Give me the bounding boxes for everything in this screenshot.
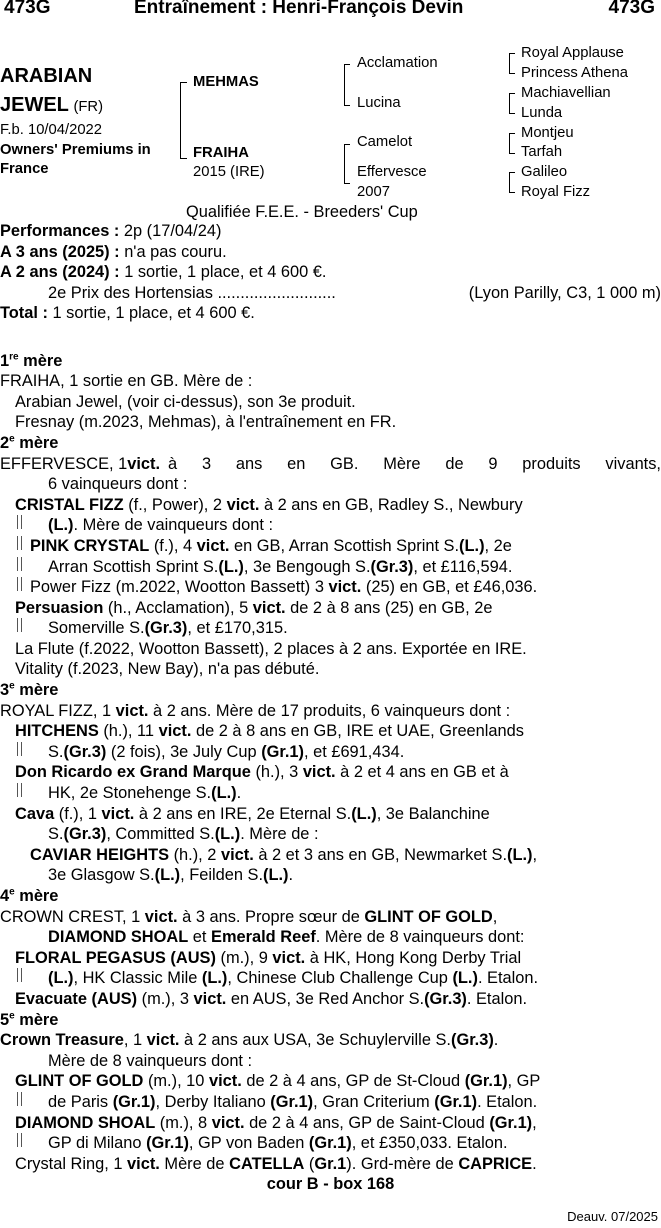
vertical-rule [17,968,22,982]
t: ( [304,1154,315,1173]
horse-name-line2: JEWEL [0,94,69,116]
t: CROWN CREST, 1 [0,907,145,926]
t: Somerville S. [48,619,145,638]
t: Mère de [159,1154,230,1173]
vertical-rule [17,515,22,529]
t: Gr.1 [314,1154,347,1173]
sec-sup: e [9,886,15,898]
t: (f., Power), 2 [123,495,227,514]
t: à HK, Hong Kong Derby Trial [305,948,522,967]
t: (m.), 8 [155,1113,212,1132]
section-title-dam5 [0,1010,661,1031]
dam1-line2: Arabian Jewel, (voir ci-dessus), son 3e produit. [15,392,356,411]
race-line [0,283,661,304]
t: (L.) [214,825,241,844]
t: , [532,1113,537,1132]
horse-name-line2-wrap [0,95,103,118]
total-label: Total : [0,304,48,323]
t: (h.), 3 [250,763,303,782]
sec-num: 4 [0,887,10,905]
t: vict. [158,722,192,741]
t: (L.) [351,804,377,823]
dam2-child3: La Flute (f.2022, Wootton Bassett), 2 places à 2 ans. Exportée en IRE. [15,639,527,658]
t: Crystal Ring, 1 [15,1154,128,1173]
t: (Gr.3) [370,557,414,576]
pedigree-ss: Acclamation [357,55,438,71]
pedigree-ddd: Royal Fizz [521,184,591,200]
t: vict. [127,1154,160,1173]
t: , GP von Baden [188,1134,309,1153]
sec-rest: mère [14,433,59,452]
pedigree-bracket-dam [344,144,350,184]
vertical-rule [17,577,22,591]
t: vict. [226,495,260,514]
t: en AUS, 3e Red Anchor S. [226,989,425,1008]
t: GLINT OF GOLD [15,1072,144,1091]
t: Arran Scottish Sprint S. [48,557,219,576]
horse-name-line1: ARABIAN [0,65,93,87]
t: ). Grd-mère de [346,1154,459,1173]
sec-rest: mère [14,887,59,905]
pedigree-ds: Camelot [357,134,413,150]
t: Don Ricardo ex Grand Marque [15,763,251,782]
year2-value: 1 sortie, 1 place, et 4 600 €. [119,263,327,282]
t: , 1 [123,1031,147,1050]
pedigree-bracket-3b [509,93,515,114]
t: CATELLA [229,1154,305,1173]
t: à 2 ans aux USA, 3e Schuylerville S. [179,1031,451,1050]
t: (Gr.1) [464,1072,508,1091]
sec-sup: e [9,1010,15,1022]
owner-line2: France [0,161,49,177]
race-details: (Lyon Parilly, C3, 1 000 m) [468,283,661,302]
t: (L.) [459,536,485,555]
t: (h.), 2 [169,845,221,864]
t: ROYAL FIZZ, 1 [0,701,116,720]
dam3-child1-b [0,742,661,763]
t: (L.) [211,784,237,803]
sec-rest: mère [14,681,59,700]
t: , GP [507,1072,541,1091]
t: , 2e [484,536,512,555]
lot-number-left: 473G [4,0,51,18]
section-title-dam2 [0,433,661,454]
t: Evacuate (AUS) [15,989,138,1008]
t: , et £116,594. [413,557,513,576]
owner-line1: Owners' Premiums in [0,142,151,158]
sec-num: 5 [0,1010,10,1029]
dam2-grandchild1-a [0,536,661,557]
t: . Etalon. [477,969,539,988]
pedigree-dsd: Tarfah [521,144,563,160]
t: (m.), 9 [215,948,273,967]
pedigree-bracket-sire [344,64,350,106]
t: Persuasion [15,598,104,617]
pedigree-bracket-3d [509,172,515,193]
dam3-grandchild1-b [0,865,661,886]
year2-label: A 2 ans (2024) : [0,263,120,282]
horse-country: (FR) [73,99,104,115]
t: (L.) [263,866,289,885]
t: (m.), 3 [137,989,194,1008]
race-name: 2e Prix des Hortensias .......................... [48,283,336,302]
t: , Derby Italiano [155,1092,271,1111]
dam2-child2-b [0,618,661,639]
year3-line [0,242,661,263]
dam2-line2: 6 vainqueurs dont : [48,475,188,494]
t: , et £350,033. Etalon. [351,1134,508,1153]
t: (Gr.3) [450,1031,494,1050]
trainer-title: Entraînement : Henri-François Devin [134,0,464,18]
t: (h.), 11 [98,722,159,741]
section-title-dam4 [0,886,661,907]
t: , [492,907,498,926]
t: (f.), 1 [54,804,102,823]
dam3-line1 [0,701,661,722]
dam2-child4: Vitality (f.2023, New Bay), n'a pas débuté. [15,660,320,679]
t: , Gran Criterium [313,1092,435,1111]
dam4-child2 [0,989,661,1010]
dam3-child2-b [0,783,661,804]
sec-rest: mère [18,351,63,370]
t: de 2 à 4 ans, GP de Saint-Cloud [244,1113,490,1132]
t: de 2 à 8 ans (25) en GB, 2e [285,598,493,617]
t: GLINT OF GOLD [364,907,493,926]
pedigree-sss: Royal Applause [521,45,624,61]
t: vict. [196,536,230,555]
pedigree-bracket-3c [509,133,515,154]
dam5-child1-b [0,1092,661,1113]
t: . [493,1031,499,1050]
dam2-grandchild2 [0,577,661,598]
t: de Paris [48,1092,113,1111]
t: de 2 à 4 ans, GP de St-Cloud [241,1072,465,1091]
pedigree-sdd: Lunda [521,105,563,121]
t: Crown Treasure [0,1031,124,1050]
year2-line [0,262,661,283]
pedigree-bracket-3a [509,53,515,74]
t: (Gr.3) [144,619,188,638]
t: DIAMOND SHOAL [15,1113,156,1132]
t: (Gr.1) [270,1092,314,1111]
t: à 3 ans en GB. Mère de 9 produits vivants, [168,454,661,473]
t: . Etalon. [477,1092,538,1111]
performances-value: 2p (17/04/24) [119,222,222,240]
vertical-rule [17,783,22,797]
t: . Etalon. [466,989,528,1008]
vertical-rule [17,557,22,571]
t: HK, 2e Stonehenge S. [48,784,212,803]
section-title-dam3 [0,680,661,701]
t: (Gr.1) [146,1134,189,1153]
t: DIAMOND SHOAL [48,928,189,947]
performances-label: Performances : [0,222,120,240]
spacer [0,324,661,345]
t: . Mère de vainqueurs dont : [73,516,274,535]
t: , 3e Balanchine [376,804,490,823]
t: (Gr.1) [434,1092,478,1111]
pedigree-dam-info: 2015 (IRE) [193,164,265,180]
t: , [532,845,538,864]
t: vict. [211,1113,245,1132]
t: (Gr.1) [261,742,304,761]
t: (L.) [154,866,181,885]
t: (Gr.3) [63,742,107,761]
total-value: 1 sortie, 1 place, et 4 600 €. [47,304,255,323]
footer-code: Deauv. 07/2025 [567,1209,658,1224]
t: . [288,866,294,885]
total-line [0,303,661,324]
t: , et £170,315. [187,619,288,638]
t: vict. [272,948,306,967]
performances-line [0,221,661,242]
t: (L.) [452,969,478,988]
t: CAPRICE [458,1154,533,1173]
dam3-child3-a [0,804,661,825]
pedigree-dd: Effervesce [357,164,427,180]
vertical-rule [17,536,22,550]
t: S. [48,742,64,761]
section-title-dam1 [0,351,661,372]
t: et [188,928,212,947]
dam5-child2-a [0,1113,661,1134]
location: cour B - box 168 [266,1175,395,1194]
qualification: Qualifiée F.E.E. - Breeders' Cup [186,203,418,221]
t: FLORAL PEGASUS (AUS) [15,948,216,967]
t: (Gr.1) [489,1113,533,1132]
t: vict. [115,701,149,720]
t: , Chinese Club Challenge Cup [227,969,453,988]
t: 3e Glasgow S. [48,866,155,885]
t: à 2 et 4 ans en GB et à [335,763,509,782]
t: vict. [193,989,227,1008]
t: , Committed S. [106,825,215,844]
t: . Mère de 8 vainqueurs dont: [315,928,525,947]
dam5-line1 [0,1030,661,1051]
t: vict. [127,454,161,473]
t: vict. [146,1031,180,1050]
t: PINK CRYSTAL [30,536,150,555]
dam2-child1-a [0,495,661,516]
t: (L.) [48,516,74,535]
t: Power Fizz (m.2022, Wootton Bassett) 3 [30,578,329,597]
t: CAVIAR HEIGHTS [30,845,170,864]
t: (Gr.3) [63,825,107,844]
dam1-line3: Fresnay (m.2023, Mehmas), à l'entraînement en FR. [15,413,397,432]
t: Cava [15,804,55,823]
dam2-child2-a [0,598,661,619]
t: , et £691,434. [304,742,405,761]
t: HITCHENS [15,722,99,741]
t: vict. [144,907,178,926]
dam3-child3-b [0,824,661,845]
pedigree-ssd: Princess Athena [521,65,628,81]
dam5-child2-b [0,1133,661,1154]
t: . [236,784,242,803]
sec-sup: re [9,351,19,363]
t: à 2 et 3 ans en GB, Newmarket S. [253,845,508,864]
dam1-line1: FRAIHA, 1 sortie en GB. Mère de : [0,372,253,391]
year3-label: A 3 ans (2025) : [0,242,120,261]
t: (Gr.1) [112,1092,156,1111]
pedigree-sire: MEHMAS [193,74,259,90]
t: Emerald Reef [211,928,316,947]
sec-sup: e [9,433,15,445]
t: vict. [220,845,254,864]
dam3-child1-a [0,721,661,742]
t: (L.) [48,969,74,988]
vertical-rule [17,618,22,632]
t: GP di Milano [48,1134,147,1153]
catalogue-body [0,221,661,1195]
t: EFFERVESCE, 1 [0,454,128,473]
pedigree-dd-year: 2007 [357,184,390,200]
dam3-child2-a [0,762,661,783]
dam2-child1-b [0,515,661,536]
pedigree-dds: Galileo [521,164,568,180]
t: vict. [302,763,336,782]
pedigree-bracket-gen1 [180,82,187,159]
sec-num: 2 [0,433,10,452]
dam3-grandchild1-a [0,845,661,866]
vertical-rule [17,1133,22,1147]
t: vict. [328,578,362,597]
dam5-line2: Mère de 8 vainqueurs dont : [48,1051,253,1070]
t: (L.) [507,845,533,864]
t: (25) en GB, et £46,036. [361,578,538,597]
sec-num: 1 [0,351,10,370]
sec-sup: e [9,680,15,692]
sec-rest: mère [14,1010,59,1029]
pedigree-dam: FRAIHA [193,145,249,161]
t: , HK Classic Mile [73,969,202,988]
pedigree-sds: Machiavellian [521,85,611,101]
t: (h., Acclamation), 5 [103,598,253,617]
horse-info: F.b. 10/04/2022 [0,122,103,138]
dam4-child1-a [0,948,661,969]
t: . Mère de : [240,825,319,844]
t: , Feilden S. [180,866,263,885]
pedigree-sd: Lucina [357,95,401,111]
t: (Gr.1) [308,1134,352,1153]
dam4-child1-b [0,968,661,989]
t: à 2 ans en IRE, 2e Eternal S. [134,804,352,823]
dam4-line1 [0,907,661,928]
t: (2 fois), 3e July Cup [106,742,262,761]
t: à 2 ans en GB, Radley S., Newbury [259,495,523,514]
t: , 3e Bengough S. [243,557,371,576]
t: (L.) [201,969,228,988]
t: (L.) [218,557,244,576]
t: (m.), 10 [143,1072,209,1091]
t: vict. [252,598,286,617]
t: (f.), 4 [149,536,197,555]
t: vict. [208,1072,242,1091]
t: de 2 à 8 ans en GB, IRE et UAE, Greenlands [191,722,524,741]
t: à 2 ans. Mère de 17 produits, 6 vainqueurs dont : [148,701,511,720]
sec-num: 3 [0,681,10,700]
t: (Gr.3) [424,989,467,1008]
lot-number-right: 473G [608,0,655,18]
t: vict. [101,804,135,823]
t: S. [48,825,64,844]
pedigree-dss: Montjeu [521,125,574,141]
t: CRISTAL FIZZ [15,495,124,514]
t: en GB, Arran Scottish Sprint S. [229,536,460,555]
vertical-rule [17,1092,22,1106]
t: . [532,1154,537,1173]
dam5-child3 [0,1154,661,1175]
dam5-child1-a [0,1071,661,1092]
year3-value: n'a pas couru. [119,242,227,261]
dam2-line1 [0,454,661,475]
dam2-grandchild1-b [0,557,661,578]
vertical-rule [17,742,22,756]
t: à 3 ans. Propre sœur de [177,907,365,926]
dam4-line2 [0,927,661,948]
